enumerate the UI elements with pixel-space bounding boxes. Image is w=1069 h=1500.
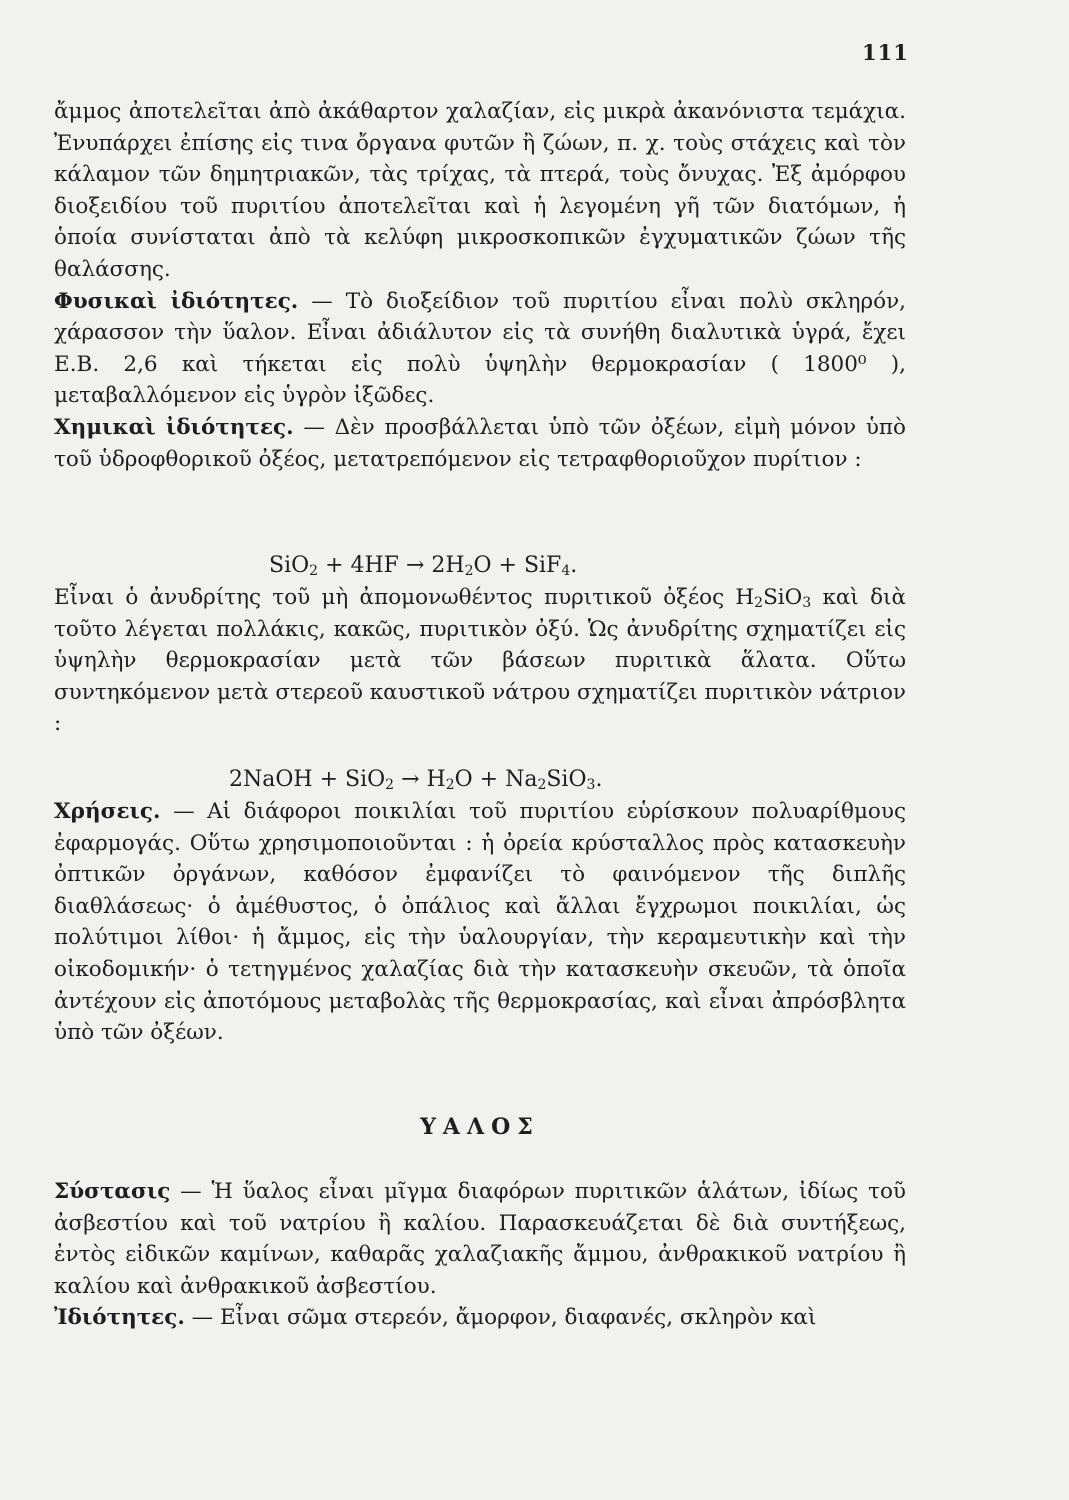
paragraph-occurrence: ἄμμος ἀποτελεῖται ἀπὸ ἀκάθαρτον χαλαζίαν, εἰς μικρὰ ἀκανόνιστα τεμάχια. Ἐνυπάρχει ἐπίσης εἰς τινα ὄργανα φυτῶν ἢ ζώων, π. χ. τοὺς στάχεις καὶ τὸν κάλαμον τῶν δημητριακῶν, τὰς τρίχας, τὰ πτερά, τοὺς ὄνυχας. Ἐξ ἀμόρφου διοξειδίου τοῦ πυριτίου ἀποτελεῖται καὶ ἡ λεγομένη γῆ τῶν διατόμων, ἡ ὁποία συνίσταται ἀπὸ τὰ κελύφη μικροσκοπικῶν ἐγχυματικῶν ζώων τῆς θαλάσσης. — [54, 99, 906, 282]
heading-properties: Ἰδιότητες. — [54, 1305, 185, 1331]
glass-section — [54, 1112, 906, 1144]
paragraph-physical-properties — [54, 286, 906, 412]
properties-text: — Εἶναι σῶμα στερεόν, ἄμορφον, διαφανές, σκληρὸν καὶ — [184, 1305, 817, 1331]
paragraph-properties — [54, 1302, 906, 1334]
paragraph-composition — [54, 1176, 906, 1302]
equation-block-2 — [54, 764, 906, 796]
paragraph-anhydride: Εἶναι ὁ ἀνυδρίτης τοῦ μὴ ἀπομονωθέντος πυριτικοῦ ὀξέος $H_2SiO_3$ καὶ διὰ τοῦτο λέγεται πολλάκις, κακῶς, πυριτικὸν ὀξύ. Ὡς ἀνυδρίτης σχηματίζει εἰς ὑψηλὴν θερμοκρασίαν μετὰ τῶν βάσεων πυριτικὰ ἅλατα. Οὕτω συντηκόμενον μετὰ στερεοῦ καυστικοῦ νάτρου σχηματίζει πυριτικὸν νάτριον : — [54, 585, 906, 737]
composition-text: — Ἡ ὕαλος εἶναι μῖγμα διαφόρων πυριτικῶν ἁλάτων, ἰδίως τοῦ ἀσβεστίου καὶ τοῦ νατρίου ἢ καλίου. Παρασκευάζεται δὲ διὰ συντήξεως, ἐντὸς εἰδικῶν καμίνων, καθαρᾶς χαλαζιακῆς ἄμμου, ἀνθρακικοῦ νατρίου ἢ καλίου καὶ ἀνθρακικοῦ ἀσβεστίου. — [54, 1179, 906, 1299]
equation-block-1 — [54, 550, 906, 582]
glass-section-body — [54, 1176, 906, 1334]
silica-occurrence-block — [54, 96, 906, 475]
page-number: 111 — [862, 40, 909, 65]
paragraph-uses — [54, 796, 906, 1049]
heading-uses: Χρήσεις. — [54, 799, 161, 824]
equation-naoh-reaction: 2NaOH + $SiO_2 \to H_2O + Na_2SiO_3$. — [229, 767, 603, 793]
paragraph-chemical-properties — [54, 412, 906, 475]
uses-text: — Αἱ διάφοροι ποικιλίαι τοῦ πυριτίου εὑρίσκουν πολυαρίθμους ἐφαρμογάς. Οὕτω χρησιμοποιοῦνται : ἡ ὀρεία κρύσταλλος πρὸς κατασκευὴν ὀπτικῶν ὀργάνων, καθόσον ἐμφανίζει τὸ φαινόμενον τῆς διπλῆς διαθλάσεως· ὁ ἀμέθυστος, ὁ ὀπάλιος καὶ ἄλλαι ἔγχρωμοι ποικιλίαι, ὡς πολύτιμοι λίθοι· ἡ ἄμμος, εἰς τὴν ὑαλουργίαν, τὴν κεραμευτικὴν καὶ τὴν οἰκοδομικήν· ὁ τετηγμένος χαλαζίας διὰ τὴν κατασκευὴν σκευῶν, τὰ ὁποῖα ἀντέχουν εἰς ἀποτόμους μεταβολὰς τῆς θερμοκρασίας, καὶ εἶναι ἀπρόσβλητα ὑπὸ τῶν ὀξέων. — [54, 799, 906, 1046]
heading-composition: Σύστασις — [54, 1179, 171, 1204]
section-title: ΥΑΛΟΣ — [420, 1114, 540, 1140]
heading-chemical-properties: Χημικαὶ ἰδιότητες. — [54, 414, 294, 440]
anhydride-block — [54, 582, 906, 740]
chemical-properties-text: — Δὲν προσβάλλεται ὑπὸ τῶν ὀξέων, εἰμὴ μόνον ὑπὸ τοῦ ὑδροφθορικοῦ ὀξέος, μετατρεπόμενον εἰς τετραφθοριοῦχον πυρίτιον : — [54, 414, 906, 472]
heading-physical-properties: Φυσικαὶ ἰδιότητες. — [54, 288, 299, 314]
equation-hf-reaction: $SiO_2 + 4HF \to 2H_2O + SiF_4$. — [269, 553, 578, 579]
uses-block — [54, 796, 906, 1049]
physical-properties-text: — Τὸ διοξείδιον τοῦ πυριτίου εἶναι πολὺ σκληρόν, χάρασσον τὴν ὕαλον. Εἶναι ἀδιάλυτον εἰς τὰ συνήθη διαλυτικὰ ὑγρά, ἔχει Ε.Β. 2,6 καὶ τήκεται εἰς πολὺ ὑψηλὴν θερμοκρασίαν ( 1800⁰ ), μεταβαλλόμενον εἰς ὑγρὸν ἰξῶδες. — [54, 288, 906, 409]
